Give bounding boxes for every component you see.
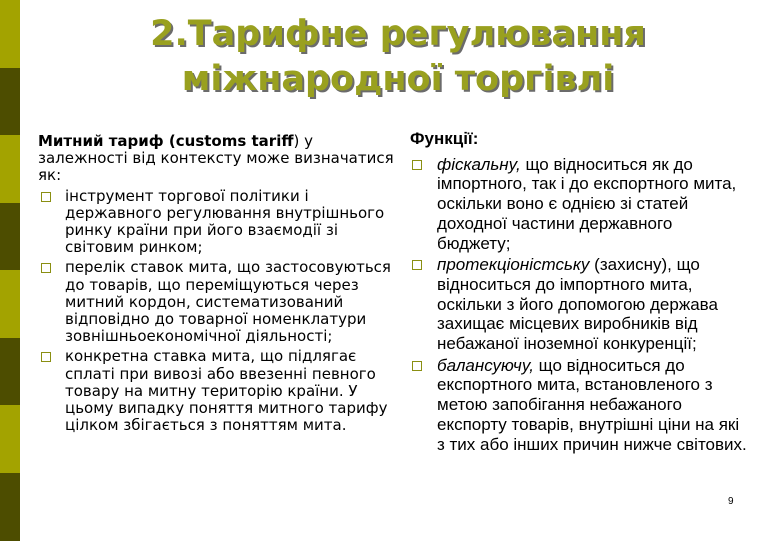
bar-segment bbox=[0, 0, 20, 68]
function-item bbox=[410, 356, 750, 455]
square-bullet-icon bbox=[41, 192, 51, 202]
list-item-text: перелік ставок мита, що застосовуються до товарів, що переміщуються через митний кордон, систематизований відповідно до товарної номенклатури зовнішньоекономічної діяльності; bbox=[65, 258, 391, 346]
list-item-text: конкретна ставка мита, що підлягає сплаті при вивозі або ввезенні певного товару на митну територію країни. У цьому випадку поняття митного тарифу цілком збігається з поняттям мита. bbox=[65, 347, 388, 435]
bar-segment bbox=[0, 203, 20, 271]
slide-title bbox=[30, 12, 766, 102]
list-item bbox=[38, 348, 398, 434]
bar-segment bbox=[0, 270, 20, 338]
left-decorative-bar bbox=[0, 0, 20, 540]
list-item bbox=[38, 188, 398, 257]
intro-term: Митний тариф (customs tariff bbox=[38, 132, 294, 150]
function-item bbox=[410, 255, 750, 354]
right-column bbox=[410, 129, 750, 456]
bar-segment bbox=[0, 473, 20, 541]
bar-segment bbox=[0, 135, 20, 203]
bar-segment bbox=[0, 338, 20, 406]
function-text: що відноситься до експортного мита, встановленого з метою запобігання небажаного експорту товарів, внутрішні ціни на які з тих або інших причин нижче світових. bbox=[437, 355, 747, 454]
square-bullet-icon bbox=[412, 361, 422, 371]
left-list bbox=[38, 188, 398, 435]
title-line-1: 2.Тарифне регулювання bbox=[150, 14, 646, 54]
left-column bbox=[38, 133, 398, 437]
left-intro bbox=[38, 133, 398, 185]
bar-segment bbox=[0, 405, 20, 473]
bar-segment bbox=[0, 68, 20, 136]
functions-list bbox=[410, 155, 750, 455]
functions-heading: Функції: bbox=[410, 129, 479, 148]
function-text: (захисну), що відноситься до імпортного мита, оскільки з його допомогою держава захищає місцевих виробників від небажаної іноземної конкуренції; bbox=[437, 255, 718, 354]
intro-text: ) у залежності від контексту може визначатися як: bbox=[38, 132, 394, 185]
function-term: фіскальну, bbox=[437, 154, 521, 174]
list-item bbox=[38, 259, 398, 345]
square-bullet-icon bbox=[412, 160, 422, 170]
page-number: 9 bbox=[728, 496, 734, 507]
function-term: протекціоністську bbox=[437, 255, 590, 275]
square-bullet-icon bbox=[412, 260, 422, 270]
square-bullet-icon bbox=[41, 352, 51, 362]
function-text: що відноситься як до імпортного, так і до експортного мита, оскільки воно є однією зі статей доходної частини державного бюджету; bbox=[437, 154, 737, 253]
square-bullet-icon bbox=[41, 263, 51, 273]
function-item bbox=[410, 155, 750, 254]
function-term: балансуючу, bbox=[437, 355, 534, 375]
list-item-text: інструмент торгової політики і державного регулювання внутрішнього ринку країни при його взаємодії зі світовим ринком; bbox=[65, 186, 385, 257]
title-line-2: міжнародної торгівлі bbox=[181, 59, 615, 99]
